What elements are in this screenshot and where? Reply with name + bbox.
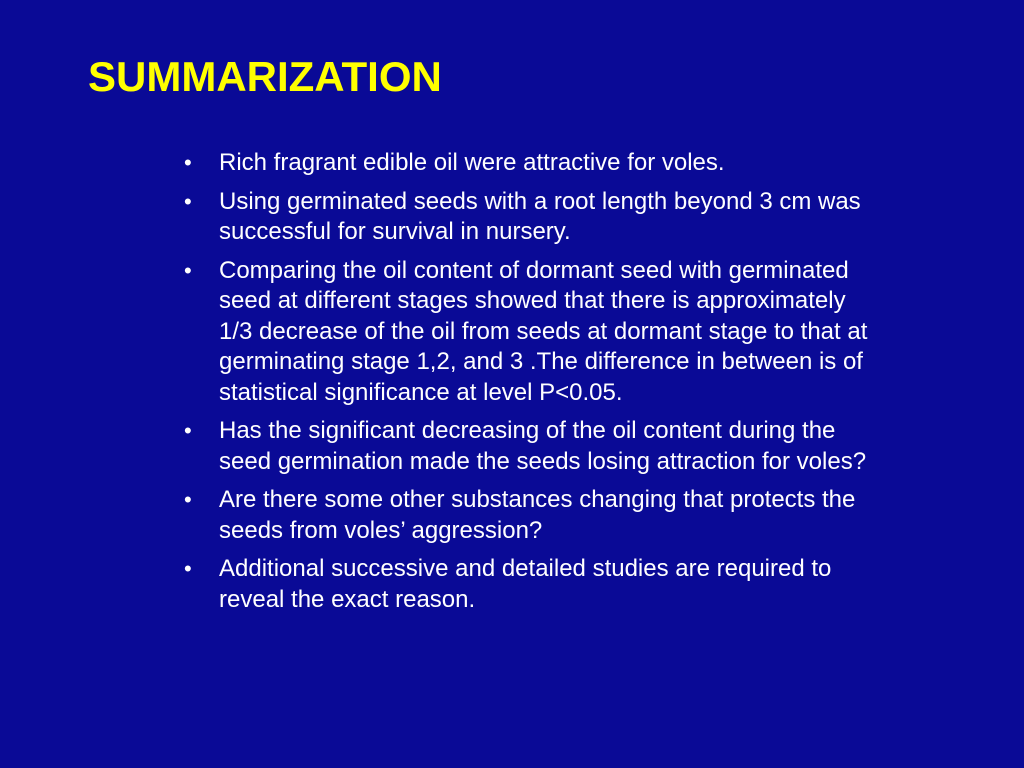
bullet-text: Using germinated seeds with a root length beyond 3 cm was successful for survival in nursery. [219,187,861,245]
list-item [180,416,880,477]
slide-title: SUMMARIZATION [88,53,442,100]
list-item [180,148,880,179]
bullet-icon: • [184,150,192,175]
bullet-text: Comparing the oil content of dormant seed with germinated seed at different stages showed that there is approximately 1/3 decrease of the oil from seeds at dormant stage to that at germinating stage 1,2, and 3 .The difference in between is of statistical significance at level P<0.05. [219,256,868,406]
bullet-icon: • [184,188,192,214]
bullet-text: Additional successive and detailed studies are required to reveal the exact reason. [219,555,832,613]
bullet-text: Has the significant decreasing of the oil content during the seed germination made the seeds losing attraction for voles? [219,417,867,475]
bullet-icon: • [184,418,192,443]
bullet-icon: • [184,556,192,581]
list-item [180,485,880,546]
bullet-list [180,148,880,623]
bullet-text: Are there some other substances changing that protects the seeds from voles’ aggression? [219,486,856,544]
bullet-text: Rich fragrant edible oil were attractive for voles. [219,149,725,176]
list-item [180,187,880,248]
list-item [180,256,880,409]
bullet-icon: • [184,487,192,512]
list-item [180,554,880,615]
bullet-icon: • [184,257,192,283]
